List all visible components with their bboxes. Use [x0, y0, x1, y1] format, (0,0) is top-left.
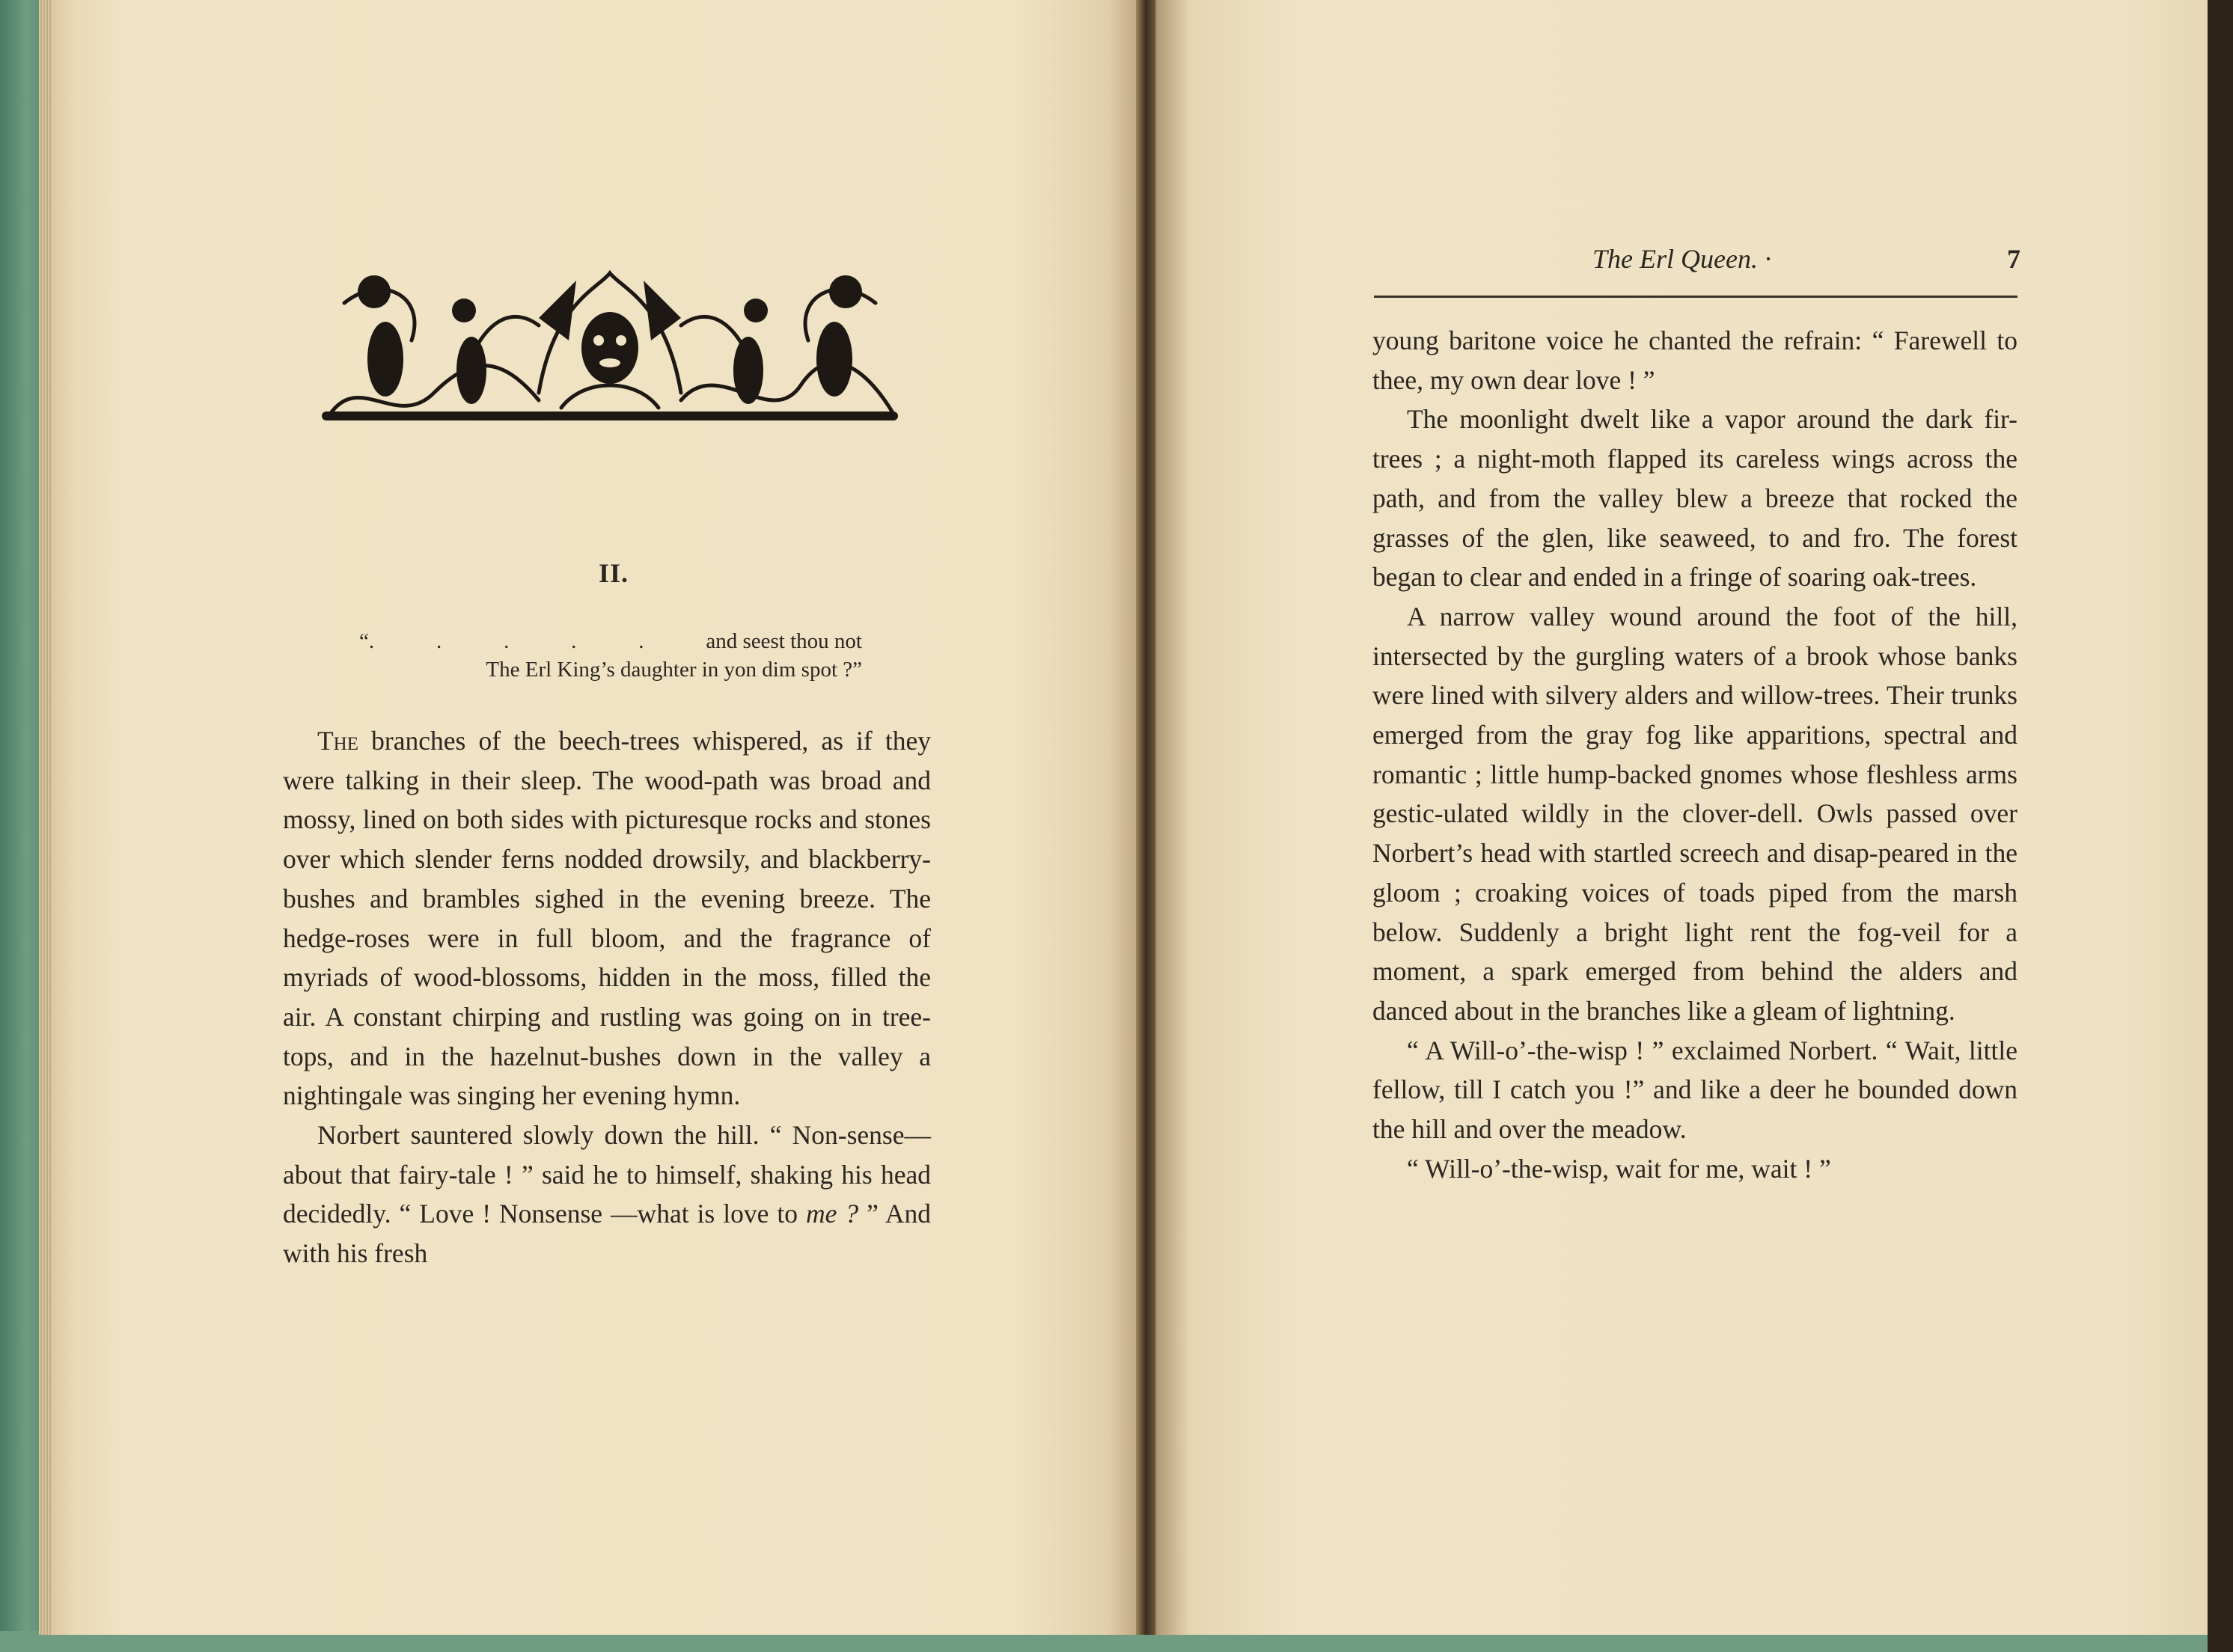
paragraph-text: Norbert sauntered slowly down the hill. “ Non-sense—about that fairy-tale ! ” said he to himself, shaking his head decidedly. “ Love ! Nonsense —what is love to: [283, 1120, 931, 1229]
ornamental-headpiece-icon: [314, 258, 905, 430]
paragraph: A narrow valley wound around the foot of the hill, intersected by the gurgling waters of a brook whose banks were lined with silvery alders and willow-trees. Their trunks emerged from the gray fog like apparitions, spectral and romantic ; little hump-backed gnomes whose fleshless arms gestic-ulated wildly in the clover-dell. Owls passed over Norbert’s head with startled screech and disap-peared in the gloom ; croaking voices of toads piped from the marsh below. Suddenly a bright light rent the fog-veil for a moment, a spark emerged from behind the alders and danced about in the branches like a gleam of lightning.: [1372, 601, 2017, 1026]
chapter-number: II.: [598, 558, 629, 588]
paragraph-text: branches of the beech-trees whispered, as if they were talking in their sleep. The wood-path was broad and mossy, lined on both sides with picturesque rocks and stones over which slender ferns nodded drowsily, and blackberry-bushes and brambles sighed in the evening breeze. The hedge-roses were in full bloom, and the fragrance of myriads of wood-blossoms, hidden in the moss, filled the air. A constant chirping and rustling was going on in tree-tops, and in the hazelnut-bushes down in the valley a nightingale was singing her evening hymn.: [283, 726, 931, 1111]
epigraph-dot: .: [504, 629, 510, 653]
book-edge-right: [2208, 0, 2233, 1652]
epigraph-open-quote: “.: [359, 629, 375, 653]
italic-word: me ?: [805, 1199, 859, 1229]
paragraph-text: ” And with his fresh: [283, 1199, 931, 1269]
paragraph: [283, 1116, 931, 1273]
running-title: The Erl Queen. ·: [1592, 244, 1771, 274]
right-page-body: [1372, 321, 2017, 1188]
drop-lead-word: The: [317, 726, 359, 756]
epigraph-dot: .: [638, 629, 644, 653]
running-head: [1586, 243, 2020, 275]
page-number: 7: [2007, 244, 2020, 274]
epigraph-dot: .: [571, 629, 577, 653]
epigraph-dot: .: [436, 629, 442, 653]
left-page-body: [283, 721, 931, 1273]
epigraph-line-2: The Erl King’s daughter in yon dim spot ?”: [486, 658, 862, 682]
epigraph-line-1-end: and seest thou not: [706, 629, 862, 653]
header-rule: [1374, 296, 2017, 298]
book-gutter: [1136, 0, 1155, 1635]
paragraph: [283, 721, 931, 1116]
epigraph-line-1: [359, 627, 868, 655]
paragraph: young baritone voice he chanted the refrain: “ Farewell to thee, my own dear love ! ”: [1372, 325, 2017, 395]
paragraph: “ A Will-o’-the-wisp ! ” exclaimed Norbert. “ Wait, little fellow, till I catch you !” and like a deer he bounded down the hill and over the meadow.: [1372, 1035, 2017, 1145]
page-edges: [39, 0, 51, 1635]
paragraph: The moonlight dwelt like a vapor around the dark fir-trees ; a night-moth flapped its careless wings across the path, and from the valley blew a breeze that rocked the grasses of the glen, like seaweed, to and fro. The forest began to clear and ended in a fringe of soaring oak-trees.: [1372, 404, 2017, 593]
epigraph: [359, 627, 868, 684]
paragraph: “ Will-o’-the-wisp, wait for me, wait ! ”: [1407, 1153, 1831, 1184]
